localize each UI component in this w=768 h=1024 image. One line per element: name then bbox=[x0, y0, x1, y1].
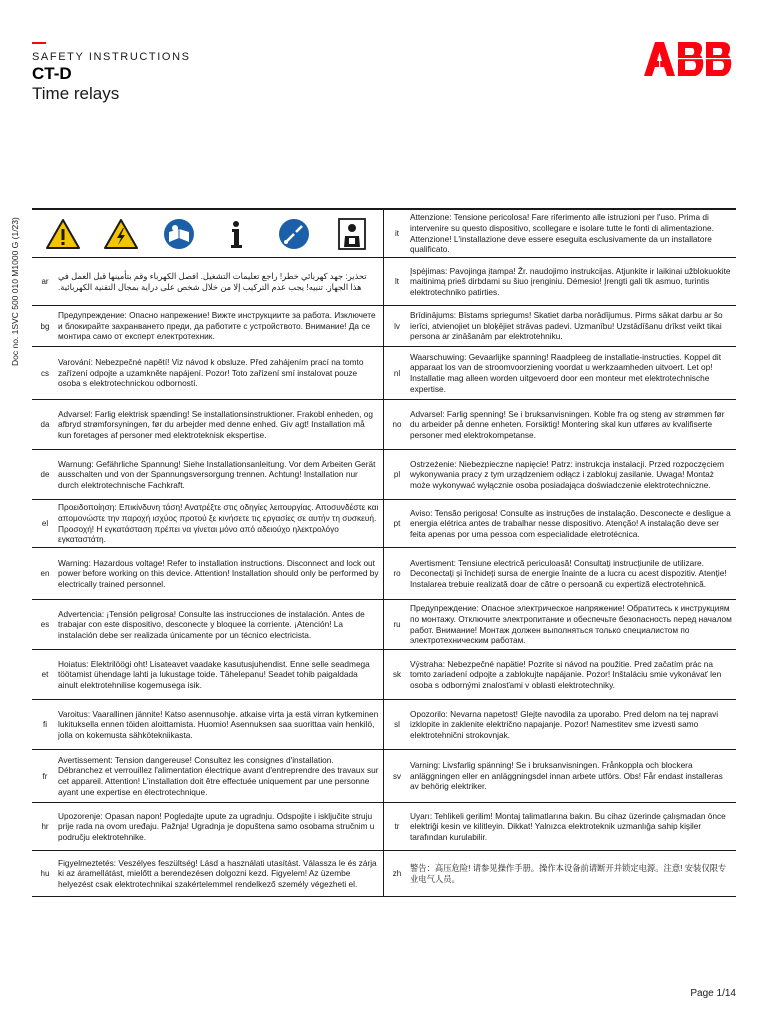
language-code: pt bbox=[393, 519, 401, 528]
instruction-row bbox=[32, 500, 736, 548]
instruction-row bbox=[32, 306, 736, 347]
lang-cell-left bbox=[32, 650, 384, 699]
lang-cell-right bbox=[384, 306, 736, 346]
language-code: cs bbox=[41, 368, 49, 378]
language-code: lv bbox=[394, 321, 400, 331]
language-code: ro bbox=[393, 569, 401, 578]
instruction-text: 警告：高压危险! 请参见操作手册。操作本设备前请断开并锁定电源。注意! 安装仅限专业电气人员。 bbox=[410, 862, 727, 884]
lang-cell-right bbox=[384, 600, 736, 649]
read-manual-icon bbox=[161, 218, 197, 250]
lang-cell-right bbox=[384, 803, 736, 850]
language-code: es bbox=[40, 620, 50, 629]
lang-cell-left bbox=[32, 851, 384, 896]
electric-hazard-icon bbox=[103, 218, 139, 250]
instruction-row bbox=[32, 700, 736, 750]
language-code: sk bbox=[393, 670, 401, 679]
language-code: ar bbox=[41, 277, 49, 286]
instruction-text: Įspėjimas: Pavojinga įtampa! Žr. naudojimo instrukcijas. Atjunkite ir laikinai užblokuokite maitinimą prieš dirbdami su šiuo įrenginiu. Dėmesio! Įrengti gali tik asmuo, turintis elektrotechniko patirties. bbox=[410, 265, 731, 297]
lang-cell-left bbox=[32, 450, 384, 499]
disconnect-icon bbox=[276, 218, 312, 250]
instruction-text: Uyarı: Tehlikeli gerilim! Montaj talimatlarına bakın. Bu cihaz üzerinde çalışmadan önce elektriği kesin ve kilitleyin. Dikkat! Yalnızca elektroteknik uzmanlığa sahip kişiler tarafından kurulabilir. bbox=[410, 810, 726, 842]
product-title: CT-D bbox=[32, 64, 72, 83]
instruction-text: Avertisment: Tensiune electrică periculoasă! Consultați instrucțiunile de utilizare. Deconectați și închideți sursa de energie înainte de a lucra cu acest dispozitiv. Atenție! Instalarea trebuie realizată doar de către o persoană cu expertiză electrotehnică. bbox=[410, 557, 727, 589]
instruction-text: Varování: Nebezpečné napětí! Viz návod k obsluze. Před zahájením prací na tomto zařízení odpojte a uzamkněte napájení. Pozor! Toto zařízení smí instalovat pouze osoba s elektrotechnickou odborností. bbox=[58, 357, 364, 389]
document-number: Doc no. 1SVC 500 010 M1000 G (1/23) bbox=[10, 217, 20, 366]
lang-cell-right bbox=[384, 347, 736, 399]
lang-cell-left bbox=[32, 258, 384, 305]
language-code: et bbox=[41, 670, 49, 679]
instruction-text: Предупреждение: Опасно напрежение! Вижте инструкциите за работа. Изключете и блокирайте захранването преди, да работите с устройството. Внимание! Да се монтира само от експерт електротехник. bbox=[58, 310, 376, 342]
instruction-text: تحذير: جهد كهربائي خطر! راجع تعليمات التشغيل. افصل الكهرباء وقم بتأمينها قبل العمل في هذا الجهاز. تنبيه! يجب عدم التركيب إلا من خلال شخص على دراية بمجال التقنية الكهربائية. bbox=[58, 270, 367, 292]
language-code: lt bbox=[395, 277, 399, 286]
lang-cell-left bbox=[32, 750, 384, 802]
instruction-row bbox=[32, 450, 736, 500]
lang-cell-left bbox=[32, 700, 384, 749]
language-code: it bbox=[395, 229, 399, 238]
language-code: hu bbox=[40, 869, 50, 878]
instruction-row bbox=[32, 600, 736, 650]
instruction-text: Waarschuwing: Gevaarlijke spanning! Raadpleeg de installatie-instructies. Koppel dit apparaat los van de stroomvoorziening voordat u werkzaamheden uitvoert. Let op! Installatie mag alleen worden uitgevoerd door een monteur met elektrotechnische expertise. bbox=[410, 351, 721, 394]
lang-cell-right bbox=[384, 650, 736, 699]
instruction-text: Ostrzeżenie: Niebezpieczne napięcie! Patrz: instrukcja instalacji. Przed rozpoczęciem wykonywania pracy z tym urządzeniem odłącz i zablokuj zasilanie. Uwaga! Montaż może wykonywać wyłącznie osoba posiadająca doświadczenie elektrotechniczne. bbox=[410, 458, 725, 490]
instruction-text: Výstraha: Nebezpečné napätie! Pozrite si návod na použitie. Pred začatím prác na tomto zariadení odpojte a zablokujte napájanie. Pozor! Inštaláciu smie vykonávať len osoba s odbornými znalosťami v oblasti elektrotechniky. bbox=[410, 658, 722, 690]
language-code: sl bbox=[394, 720, 400, 729]
lang-cell-right bbox=[384, 750, 736, 802]
language-code: ru bbox=[393, 620, 401, 629]
lang-cell-right bbox=[384, 450, 736, 499]
language-code: en bbox=[40, 569, 50, 578]
instruction-text: Upozorenje: Opasan napon! Pogledajte upute za ugradnju. Odspojite i isključite struju prije rada na ovom uređaju. Pažnja! Ugradnja je dopuštena samo osobama stručnim u području elektrotehnike. bbox=[58, 810, 375, 842]
language-code: de bbox=[40, 470, 50, 479]
lang-cell-right bbox=[384, 500, 736, 547]
language-code: el bbox=[41, 519, 49, 528]
page-number: Page 1/14 bbox=[690, 988, 736, 999]
language-code: pl bbox=[393, 470, 401, 479]
instruction-text: Advarsel: Farlig spenning! Se i bruksanvisningen. Koble fra og steng av strømmen før du arbeider på denne enheten. Forsiktig! Montering skal kun utføres av kvalifiserte personer med elektrokompetanse. bbox=[410, 408, 725, 440]
accent-dash bbox=[32, 42, 46, 44]
instruction-text: Varning: Livsfarlig spänning! Se i bruksanvisningen. Frånkoppla och blockera anläggningen eller en anläggningsdel innan arbete utförs. Obs! Får endast installeras av behörig elektriker. bbox=[410, 760, 723, 792]
lang-cell-left bbox=[32, 306, 384, 346]
section-label: SAFETY INSTRUCTIONS bbox=[32, 51, 191, 63]
instruction-text: Aviso: Tensão perigosa! Consulte as instruções de instalação. Desconecte e desligue a energia elétrica antes de trabalhar nesse dispositivo. Atenção! A instalação deve ser feita apenas por uma pessoa com especialidade eletrotécnica. bbox=[410, 507, 731, 539]
lang-cell-right bbox=[384, 548, 736, 599]
lang-cell-right bbox=[384, 851, 736, 896]
lang-cell-left bbox=[32, 400, 384, 449]
language-code: hr bbox=[41, 822, 49, 831]
language-code: da bbox=[40, 420, 50, 429]
lang-cell-left bbox=[32, 803, 384, 850]
lang-cell-left bbox=[32, 548, 384, 599]
instruction-row bbox=[32, 400, 736, 450]
instruction-text: Varoitus: Vaarallinen jännite! Katso asennusohje. atkaise virta ja estä virran kytkeminen lukituksella ennen töiden aloittamista. Huomio! Asennuksen saa suorittaa vain henkilö, jolla on kokemusta sähkötekniikasta. bbox=[58, 708, 379, 740]
instruction-text: Figyelmeztetés: Veszélyes feszültség! Lásd a használati utasítást. Válassza le és zárja ki az áramellátást, mielőtt a berendezésen dolgozni kezd. Figyelem! Az üzembe helyezést csak elektrotechnikai szakértelemmel rendelkező személy végezheti el. bbox=[58, 857, 377, 889]
instruction-text: Hoiatus: Elektrilöögi oht! Lisateavet vaadake kasutusjuhendist. Enne selle seadmega töötamist ühendage lahti ja lukustage toide. Tähelepanu! Seadet tohib paigaldada ainult elektrotehnilise kogemusega isik. bbox=[58, 658, 370, 690]
instruction-row bbox=[32, 258, 736, 306]
lang-cell-right bbox=[384, 700, 736, 749]
instruction-text: Attenzione: Tensione pericolosa! Fare riferimento alle istruzioni per l'uso. Prima di intervenire su questo dispositivo, scollegare e isolare tutte le fonti di alimentazione. Attenzione! L'installazione deve essere eseguita esclusivamente da un installatore qualificato. bbox=[410, 212, 714, 255]
instruction-text: Warnung: Gefährliche Spannung! Siehe Installationsanleitung. Vor dem Arbeiten Gerät ausschalten und von der Spannungsversorgung trennen. Achtung! Installation nur durch elektrotechnische Fachkraft. bbox=[58, 458, 376, 490]
lang-cell-left bbox=[32, 500, 384, 547]
language-code: fr bbox=[42, 771, 48, 781]
language-code: no bbox=[392, 420, 402, 429]
instruction-text: Avertissement: Tension dangereuse! Consultez les consignes d'installation. Débranchez et verrouillez l'alimentation électrique avant d'entreprendre des travaux sur cet appareil. Attention! L'installation doit être effectuée uniquement par une personne ayant une expertise en électrotechnique. bbox=[58, 754, 379, 797]
instruction-text: Opozorilo: Nevarna napetost! Glejte navodila za uporabo. Pred delom na tej napravi izklopite in zaklenite električno napajanje. Pozor! Namestitev sme izvesti samo elektrotehnični strokovnjak. bbox=[410, 708, 719, 740]
instruction-row bbox=[32, 650, 736, 700]
instruction-text: Brīdinājums: Bīstams spriegums! Skatiet darba norādījumus. Pirms sākat darbu ar šo ierīci, atvienojiet un bloķējiet strāvas padevi. Uzmanību! Uzstādīšanu drīkst veikt tikai persona ar zināšanām par elektrotehniku. bbox=[410, 310, 723, 342]
lang-cell-right bbox=[384, 400, 736, 449]
icon-cell bbox=[32, 210, 384, 257]
instruction-text: Advarsel: Farlig elektrisk spænding! Se installationsinstruktioner. Frakobl enheden, og afbryd strømforsyningen, før du arbejder med denne enhed. Giv agt! Installation må kun foretages af personer med elektroteknisk ekspertise. bbox=[58, 408, 373, 440]
lang-cell-right bbox=[384, 258, 736, 305]
instruction-row bbox=[32, 347, 736, 400]
instruction-text: Advertencia: ¡Tensión peligrosa! Consulte las instrucciones de instalación. Antes de trabajar con este dispositivo, desconecte y bloquee la corriente. ¡Atención! La instalación debe ser realizada únicamente por un técnico electricista. bbox=[58, 608, 365, 640]
language-code: tr bbox=[394, 822, 400, 831]
instruction-row bbox=[32, 803, 736, 851]
abb-logo bbox=[642, 40, 736, 78]
qualified-person-icon bbox=[334, 218, 370, 250]
warning-triangle-icon bbox=[45, 218, 81, 250]
language-code: nl bbox=[393, 368, 401, 378]
instruction-row bbox=[32, 548, 736, 600]
instruction-text: Предупреждение: Опасное электрическое напряжение! Обратитесь к инструкциям по монтажу. Отключите электропитание и обеспечьте безопасность перед началом работ. Внимание! Монтаж должен выполняться только специалистом по электротехническим работам. bbox=[410, 603, 732, 646]
language-code: bg bbox=[40, 321, 50, 331]
lang-cell-left bbox=[32, 347, 384, 399]
info-icon bbox=[218, 218, 254, 250]
safety-icons bbox=[32, 218, 383, 250]
language-code: zh bbox=[392, 869, 402, 878]
instruction-text: Warning: Hazardous voltage! Refer to installation instructions. Disconnect and lock out power before working on this device. Attention! Installation should only be performed by electrically trained personnel. bbox=[58, 557, 379, 589]
lang-cell-right bbox=[384, 210, 736, 257]
instruction-row bbox=[32, 210, 736, 258]
language-code: fi bbox=[43, 720, 47, 729]
instruction-row bbox=[32, 851, 736, 897]
instruction-row bbox=[32, 750, 736, 803]
lang-cell-left bbox=[32, 600, 384, 649]
instruction-text: Προειδοποίηση: Επικίνδυνη τάση! Ανατρέξτε στις οδηγίες λειτουργίας. Αποσυνδέστε και απομονώστε την παροχή ισχύος προτού ξε κινήσετε τις εργασίες σε αυτήν τη συσκευή. Προσοχή! Η εγκατάσταση πρέπει να γίνεται μόνο από αδειούχο ηλεκτρολόγο εγκαταστάτη. bbox=[58, 502, 379, 545]
product-subtitle: Time relays bbox=[32, 84, 120, 103]
safety-instructions-table bbox=[32, 208, 736, 897]
language-code: sv bbox=[393, 771, 401, 781]
